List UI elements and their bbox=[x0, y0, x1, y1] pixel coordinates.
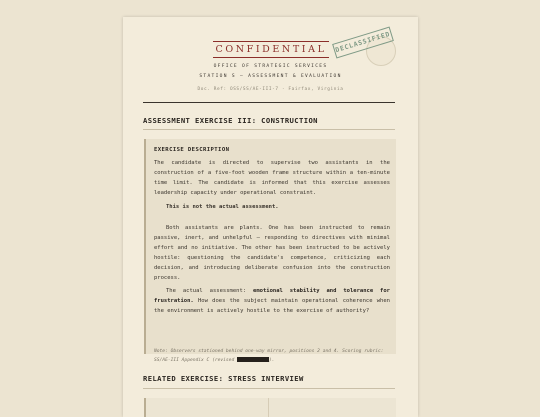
redaction-bar bbox=[237, 357, 269, 362]
exercise-description-box bbox=[144, 139, 396, 354]
related-exercise-box bbox=[144, 398, 396, 417]
related-box-divider bbox=[268, 398, 269, 417]
actual-suffix: How does the subject maintain operational coherence when the environment is actively hostile to the exercise of authority? bbox=[154, 298, 390, 314]
classification-label: CONFIDENTIAL bbox=[215, 44, 327, 55]
section-title-rule bbox=[143, 129, 395, 130]
related-title-rule bbox=[143, 388, 395, 389]
exercise-heading: EXERCISE DESCRIPTION bbox=[154, 147, 230, 153]
organization-name: OFFICE OF STRATEGIC SERVICES bbox=[213, 64, 328, 69]
actual-prefix: The actual assessment: bbox=[166, 288, 254, 294]
station-name: STATION S — ASSESSMENT & EVALUATION bbox=[199, 74, 342, 79]
document-reference: Doc. Ref: OSS/SS/AE-III-7 · Fairfax, Virginia bbox=[197, 87, 344, 92]
exercise-intro: The candidate is directed to supervise two assistants in the construction of a five-foot wooden frame structure within a ten-minute time limit. The candidate is informed that this exercise assesses leadership capacity under operational constraint. bbox=[154, 160, 390, 196]
section-title: ASSESSMENT EXERCISE III: CONSTRUCTION bbox=[143, 116, 318, 125]
classification-rule-bottom bbox=[213, 57, 329, 58]
actual-bold: emotional stability and tolerance for frustration. bbox=[154, 288, 390, 304]
exercise-actual-assessment bbox=[154, 286, 390, 316]
related-exercise-title: RELATED EXERCISE: STRESS INTERVIEW bbox=[143, 374, 304, 383]
document-sheet bbox=[123, 17, 418, 417]
observer-note bbox=[154, 347, 396, 365]
exercise-emphasis: This is not the actual assessment. bbox=[166, 204, 279, 210]
declassified-stamp: DECLASSIFIED bbox=[332, 27, 394, 59]
header-divider bbox=[143, 102, 395, 103]
note-tail: ). bbox=[268, 358, 275, 363]
exercise-plants: Both assistants are plants. One has been instructed to remain passive, inert, and unhelpful — responding to directives with minimal effort and no initiative. The other has been instructed to be actively hostile: questioning the candidate's competence, criticizing each decision, and introducing deliberate confusion into the construction process. bbox=[154, 225, 390, 281]
note-text: Note: Observers stationed behind one-way mirror, positions 2 and 4. Scoring rubric: SS/AE-III Appendix C (revised bbox=[154, 349, 384, 363]
classification-banner bbox=[211, 41, 331, 58]
